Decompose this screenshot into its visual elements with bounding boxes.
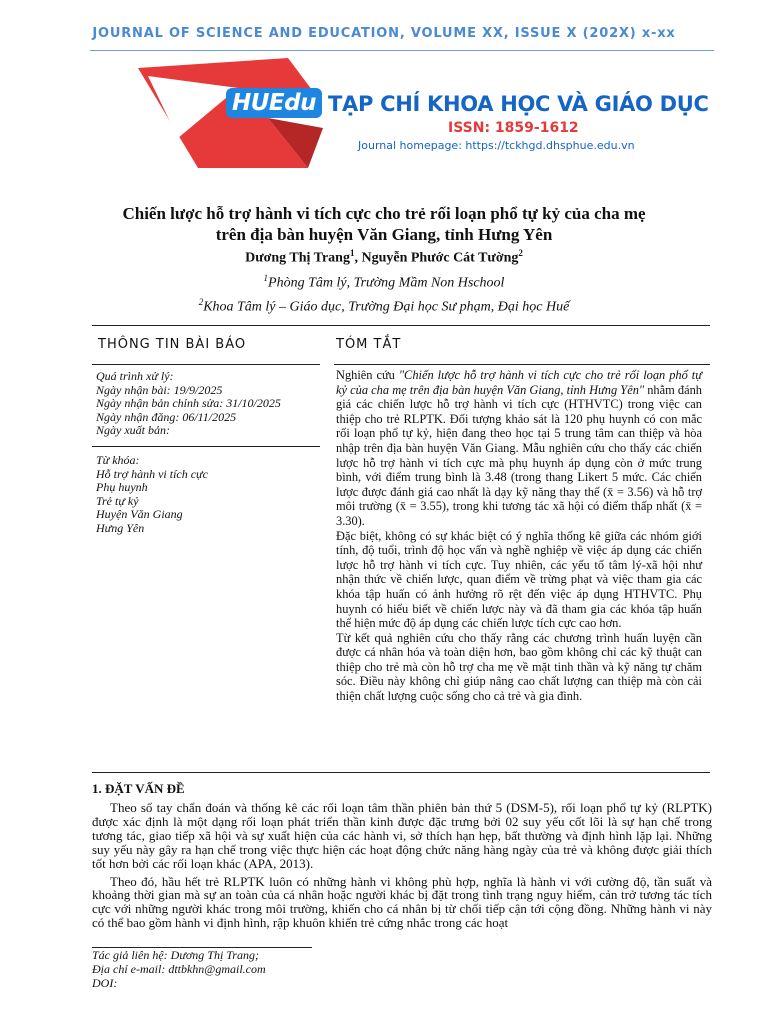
section-1-body: [92, 801, 712, 934]
footnote: [92, 948, 492, 990]
bottom-divider: [92, 772, 710, 773]
journal-header: JOURNAL OF SCIENCE AND EDUCATION, VOLUME XX, ISSUE X (202X) x-xx: [92, 26, 676, 41]
article-title: [60, 203, 708, 245]
footnote-email[interactable]: Địa chỉ e-mail: dttbkhn@gmail.com: [92, 962, 266, 976]
abstract-paragraph-2: Đặc biệt, không có sự khác biệt có ý nghĩa thống kê giữa các nhóm giới tính, độ tuổi, trình độ học vấn và nghề nghiệp về việc áp dụng các chiến lược hỗ trợ hành vi tích cực. Tuy nhiên, các yếu tố tâm lý-xã hội như nhận thức về chiến lược, quan điểm về trừng phạt và việc tham gia các khóa tập huấn có ảnh hưởng rõ rệt đến việc áp dụng HTHVTC. Phụ huynh có hiểu biết về chiến lược này và đã tham gia các khóa tập huấn thể hiện mức độ áp dụng các chiến lược tích cực cao hơn.: [336, 528, 702, 631]
logo-huedu-text: HUEdu: [226, 88, 322, 118]
info-divider: [92, 364, 320, 365]
abstract-divider: [334, 364, 710, 365]
author-separator: ,: [354, 250, 362, 266]
aff-2-sup: 2: [198, 297, 204, 307]
author-1: Dương Thị Trang: [245, 250, 350, 266]
date-revised: Ngày nhận bản chỉnh sửa: 31/10/2025: [96, 396, 281, 410]
keyword: Hỗ trợ hành vi tích cực: [96, 466, 208, 481]
article-info-heading: THÔNG TIN BÀI BÁO: [98, 337, 247, 352]
keywords-divider: [92, 446, 320, 447]
keywords-label: Từ khóa:: [96, 453, 140, 467]
header-rule: [90, 50, 714, 51]
aff-2-text: Khoa Tâm lý – Giáo dục, Trường Đại học Sư phạm, Đại học Huế: [203, 299, 570, 315]
keyword: Huyện Văn Giang: [96, 507, 183, 521]
abstract-paragraph-3: Từ kết quả nghiên cứu cho thấy rằng các chương trình huấn luyện cần được cá nhân hóa và toàn diện hơn, bao gồm không chỉ các kỹ thuật can thiệp cho trẻ mà còn hỗ trợ cha mẹ về mặt tinh thần và kỹ năng tự chăm sóc. Điều này không chỉ giúp nâng cao chất lượng can thiệp mà còn cải thiện chất lượng cuộc sống cho cả trẻ và gia đình.: [336, 630, 702, 704]
journal-issn: ISSN: 1859-1612: [448, 120, 579, 136]
article-authors: [60, 248, 708, 267]
keyword: Hưng Yên: [96, 520, 145, 535]
date-accepted: Ngày nhận đăng: 06/11/2025: [96, 409, 237, 424]
section-1-paragraph-2: Theo đó, hầu hết trẻ RLPTK luôn có những hành vi không phù hợp, nghĩa là hành vi với cường độ, tần suất và khoảng thời gian mà sự an toàn của cá nhân hoặc người khác bị đặt trong tình trạng nguy hiểm, cản trở tương tác tích cực với những người khác trong môi trường, khiến cho cá nhân bị từ chối tiếp cận tới cộng đồng. Những hành vi này có thể bao gồm hành vi định hình, rập khuôn khiến trẻ cứng nhắc trong các hoạt: [92, 873, 712, 931]
title-line-2: trên địa bàn huyện Văn Giang, tỉnh Hưng Yên: [215, 225, 553, 244]
affiliation-1: [60, 273, 708, 292]
author-2-sup: 2: [518, 248, 523, 258]
author-2: Nguyễn Phước Cát Tường: [361, 250, 519, 266]
section-1-heading: 1. ĐẶT VẤN ĐỀ: [92, 781, 185, 796]
journal-logo: [118, 58, 708, 168]
keyword: Phụ huynh: [96, 480, 148, 494]
abstract-paragraph-1: [336, 368, 702, 529]
date-received: Ngày nhận bài: 19/9/2025: [96, 382, 223, 397]
abstract-body: [336, 368, 702, 704]
title-line-1: Chiến lược hỗ trợ hành vi tích cực cho trẻ rối loạn phổ tự kỷ của cha mẹ: [122, 204, 646, 223]
aff-1-sup: 1: [263, 273, 269, 283]
top-divider: [92, 325, 710, 326]
affiliation-2: [60, 297, 708, 316]
abstract-heading: TÓM TẮT: [336, 337, 402, 352]
abstract-p1-rest: nhằm đánh giá các chiến lược hỗ trợ hành vi tích cực (HTHVTC) trong việc can thiệp cho trẻ RLPTK. Đối tượng khảo sát là 120 phụ huynh có con mắc rối loạn phổ tự kỷ, hiện đang theo học tại 5 trung tâm can thiệp và hòa nhập trên địa bàn huyện Văn Giang. Mẫu nghiên cứu cho thấy các chiến lược hỗ trợ hành vi tích cực mà phụ huynh áp dụng còn ở mức trung bình, với điểm trung bình là 3.48 (trong thang Likert 5 mức. Các chiến lược được đánh giá cao nhất là dạy kỹ năng thay thế (x̄ = 3.56) và hỗ trợ môi trường (x̄ = 3.55), trong khi tương tác xã hội có điểm thấp nhất (x̄ = 3.30).: [336, 382, 702, 528]
section-1-paragraph-1: Theo sổ tay chẩn đoán và thống kê các rối loạn tâm thần phiên bản thứ 5 (DSM-5), rối loạn phổ tự kỷ (RLPTK) được xác định là một dạng rối loạn phát triển thần kinh được đặc trưng bởi 02 suy yếu cốt lõi là sự hạn chế trong tương tác, giao tiếp xã hội và sự xuất hiện của các hành vi, sở thích hạn hẹp, bất thường và định hình lặp lại. Những suy yếu này gây ra hạn chế trong việc thực hiện các hoạt động chức năng hàng ngày của trẻ và không được giải thích tốt hơn bởi các rối loạn khác (APA, 2013).: [92, 800, 712, 871]
history-label: Quá trình xử lý:: [96, 369, 174, 383]
keywords-box: [96, 454, 318, 535]
journal-title: TẠP CHÍ KHOA HỌC VÀ GIÁO DỤC: [328, 92, 709, 116]
aff-1-text: Phòng Tâm lý, Trường Mầm Non Hschool: [268, 275, 505, 291]
abstract-intro: Nghiên cứu: [336, 368, 399, 382]
keyword: Trẻ tự kỷ: [96, 493, 139, 508]
footnote-doi: DOI:: [92, 976, 118, 990]
article-history: [96, 370, 318, 438]
author-1-sup: 1: [349, 248, 355, 258]
date-published: Ngày xuất bản:: [96, 423, 170, 437]
abstract-study-title: "Chiến lược hỗ trợ hành vi tích cực cho trẻ rối loạn phổ tự kỷ của cha mẹ trên địa bàn huyện Văn Giang, tỉnh Hưng Yên": [336, 368, 702, 397]
journal-homepage-link[interactable]: Journal homepage: https://tckhgd.dhsphue.edu.vn: [358, 139, 635, 152]
footnote-contact: Tác giả liên hệ: Dương Thị Trang;: [92, 948, 259, 962]
